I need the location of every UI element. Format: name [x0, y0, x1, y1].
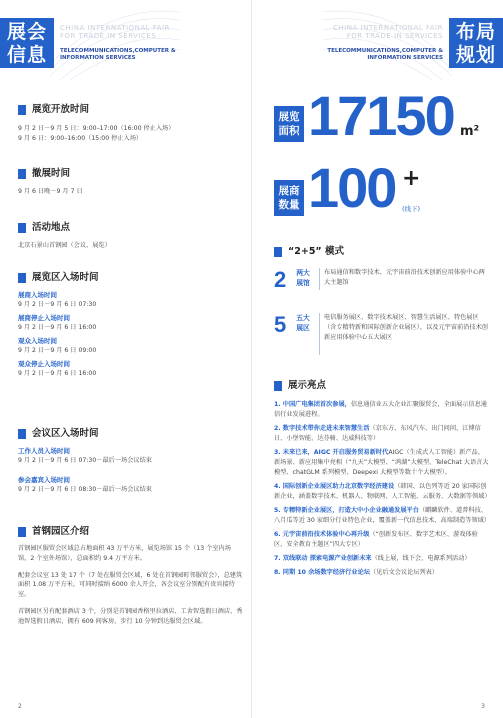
right-page — [252, 0, 503, 718]
entry-line: 9 月 2 日－9 月 6 日 16:00 — [18, 324, 97, 331]
heading-marker — [18, 223, 26, 233]
area-label-line: 面积 — [278, 125, 300, 137]
heading-marker — [274, 381, 282, 391]
highlight-item — [274, 400, 489, 420]
entry-line: 9 月 2 日－9 月 6 日 08:30－最后一场会议结束 — [18, 486, 152, 493]
mode-description: 布局通信和数字技术、元宇宙前沿技术创新应用体验中心两大主题馆 — [324, 269, 485, 286]
entry-label: 展商入场时间 — [18, 291, 57, 299]
mode-row-halls — [274, 268, 489, 302]
exhibitor-plus: + — [402, 166, 421, 191]
entry-line: 9 月 2 日－9 月 6 日 07:30 — [18, 301, 97, 308]
highlight-lead: 3. 未来已来，AIGC 开启服务贸易新时代 — [274, 449, 389, 456]
highlight-text: （麒麟软件、道普科技、八月瓜等近 30 家细分行业特色企业，覆盖新一代信息技术、高端制造等领域） — [274, 507, 490, 524]
mode-divider — [319, 313, 320, 355]
section-park-intro — [18, 526, 243, 627]
heading-marker — [18, 527, 26, 537]
section-heading — [274, 380, 489, 392]
header-watermark-text — [60, 24, 170, 40]
info-line: 9 月 6 日晚－9 月 7 日 — [18, 188, 83, 195]
highlight-lead: 4. 国际创新企业展区助力北京数字经济建设 — [274, 483, 395, 490]
highlights-list — [274, 400, 489, 578]
entry-line: 9 月 2 日－9 月 6 日 07:30－最后一场会议结束 — [18, 457, 152, 464]
subtitle-line: TELECOMMUNICATIONS,COMPUTER & — [327, 48, 443, 54]
highlight-item — [274, 530, 489, 550]
mode-description: 电信服务展区、数字技术展区、智慧生活展区、特色展区（含专精特新和国际创新企业展区），以及元宇宙前沿技术创新应用体验中心五大展区 — [324, 314, 488, 341]
area-stat — [274, 84, 489, 147]
entry-label: 展商停止入场时间 — [18, 314, 70, 322]
area-label — [274, 106, 304, 142]
page-number: 3 — [481, 703, 485, 710]
mode-divider — [319, 268, 320, 290]
exhibitor-label-line: 数量 — [278, 199, 300, 211]
header-subtitle — [60, 48, 176, 62]
highlight-text: （京东方、东风汽车、出门问问、江博信日、小堡智能、达芬骑、达威科技等） — [274, 425, 481, 442]
section-heading — [18, 428, 243, 440]
section-title-text: 展示亮点 — [288, 380, 327, 391]
exhibitor-label-line: 展商 — [278, 185, 300, 197]
area-unit: m² — [460, 124, 480, 139]
intro-paragraph: 首钢园区服贸会区域总占地面积 43 万平方米，展览场馆 15 个（13 个室内场馆，2 个室外场馆），总面积约 9.4 万平方米。 — [18, 545, 231, 562]
left-header — [0, 18, 251, 68]
watermark-line: FOR TRADE IN SERVICES — [346, 32, 443, 40]
highlight-lead: 7. 双线联动 探索电源产业创新未来 — [274, 555, 372, 562]
highlight-lead: 6. 元宇宙前沿技术体验中心再升级 — [274, 531, 370, 538]
mode-number: 2 — [274, 267, 287, 292]
mode-tag — [290, 313, 316, 333]
header-title-block — [0, 18, 54, 68]
highlight-text: （见后文会议论坛列表） — [369, 569, 439, 576]
heading-marker — [274, 247, 282, 257]
section-heading — [18, 168, 243, 180]
subtitle-line: TELECOMMUNICATIONS,COMPUTER & — [60, 48, 176, 54]
mode-tag-line: 五大 — [296, 314, 310, 322]
section-title-text: 首钢园区介绍 — [32, 526, 90, 537]
section-heading — [18, 104, 243, 116]
highlight-item — [274, 482, 489, 502]
section-title-text: 展览区入场时间 — [32, 272, 99, 283]
section-title-text: 展览开放时间 — [32, 104, 90, 115]
mode-tag — [290, 268, 316, 288]
header-title-line: 信息 — [6, 44, 47, 66]
section-venue — [18, 222, 243, 251]
section-heading — [18, 526, 243, 538]
watermark-line: CHINA INTERNATIONAL FAIR — [60, 24, 170, 32]
section-heading — [18, 222, 243, 234]
entry-label: 工作人员入场时间 — [18, 447, 70, 455]
highlight-text: （“创新发布区、数字艺术区、游戏体验区、安全教育主题区”四大专区） — [274, 531, 478, 548]
page-number: 2 — [18, 703, 22, 710]
section-title-text: 撤展时间 — [32, 168, 71, 179]
section-heading — [274, 246, 489, 258]
entry-line: 9 月 2 日－9 月 6 日 16:00 — [18, 370, 97, 377]
exhibitor-online-note: (线下) — [402, 205, 421, 213]
mode-tag-line: 两大 — [296, 269, 310, 277]
section-title-text: “2+5” 模式 — [288, 246, 344, 257]
highlight-text: 信息通信业五大企业汇聚服贸会，全面展示信息通信行业发展进程。 — [274, 401, 487, 418]
section-title-text: 活动地点 — [32, 222, 71, 233]
heading-marker — [18, 273, 26, 283]
highlight-item — [274, 506, 489, 526]
section-open-time — [18, 104, 243, 144]
area-label-line: 展览 — [278, 111, 300, 123]
mode-number: 5 — [274, 312, 287, 337]
highlight-item — [274, 554, 489, 564]
heading-marker — [18, 169, 26, 179]
right-header — [252, 18, 503, 68]
highlight-item — [274, 568, 489, 578]
entry-label: 观众停止入场时间 — [18, 360, 70, 368]
highlight-text: AIGC（生成式人工智能）新产品、新场景、新应用集中亮相（“九天”大模型、“鸿湖”大模型、TeleChat 大语言大模型、chatGLM 系列模型、Deepexi 大模型等数十个大模型）。 — [274, 449, 489, 476]
left-page — [0, 0, 251, 718]
section-title-text: 会议区入场时间 — [32, 428, 99, 439]
highlight-lead: 5. 专精特新企业展区，打造大中小企业融通发展平台 — [274, 507, 419, 514]
entry-label: 参会嘉宾入场时间 — [18, 476, 70, 484]
header-watermark-text — [333, 24, 443, 40]
highlight-item — [274, 448, 489, 478]
highlight-item — [274, 424, 489, 444]
exhibitor-label — [274, 180, 304, 216]
exhibitor-stat — [274, 156, 489, 220]
header-subtitle — [327, 48, 443, 62]
subtitle-line: INFORMATION SERVICES — [367, 55, 443, 61]
mode-row-zones — [274, 313, 489, 361]
entry-label: 观众入场时间 — [18, 337, 57, 345]
subtitle-line: INFORMATION SERVICES — [60, 55, 136, 61]
highlights-section — [274, 380, 489, 582]
section-meeting-times — [18, 428, 243, 495]
info-line: 9 月 2 日－9 月 5 日：9:00–17:00（16:00 停止入场） — [18, 125, 175, 132]
intro-paragraph: 配套会议室 13 处 17 个（7 处在服贸会区域，6 处在首钢园町邻服贸会），总建筑面积 1.08 万平方米，可同时接纳 6000 余人开会，各会议室分别配有贵宾接待室。 — [18, 571, 243, 599]
section-heading — [18, 272, 243, 284]
watermark-line: CHINA INTERNATIONAL FAIR — [333, 24, 443, 32]
exhibitor-value: 100 — [308, 156, 396, 219]
heading-marker — [18, 105, 26, 115]
highlight-text: （韩国、以色列等近 20 家国际创新企业，涵盖数字技术、机器人、物联网、人工智能、云服务、大数据等领域） — [274, 483, 491, 500]
highlight-text: （线上展，线下会，电源系列活动） — [371, 555, 471, 562]
section-teardown — [18, 168, 243, 197]
header-title-line: 规划 — [455, 44, 496, 66]
section-entry-times — [18, 272, 243, 379]
entry-line: 9 月 2 日－9 月 6 日 09:00 — [18, 347, 97, 354]
header-title-line: 布局 — [455, 21, 496, 43]
info-line: 9 月 6 日：9:00–16:00（15:00 停止入场） — [18, 135, 143, 142]
heading-marker — [18, 429, 26, 439]
highlight-lead: 8. 同期 10 余场数字经济行业论坛 — [274, 569, 370, 576]
mode-tag-line: 展区 — [296, 324, 310, 332]
intro-paragraph: 首钢园区另有配套酒店 3 个，分别是首钢园香格里拉酒店、工舍智选假日酒店、秀池智选假日酒店，拥有 609 间客房，步行 10 分钟到达服贸会区域。 — [18, 607, 243, 625]
watermark-line: FOR TRADE IN SERVICES — [60, 32, 157, 40]
area-value: 17150 — [308, 84, 454, 147]
highlight-lead: 1. 中国广电集团首次参展， — [274, 401, 351, 408]
highlight-lead: 2. 数字技术带你走进未来智慧生活 — [274, 425, 370, 432]
info-line: 北京石景山首钢园（会议、展览） — [18, 242, 111, 249]
mode-heading — [274, 246, 489, 258]
mode-tag-line: 展馆 — [296, 279, 310, 287]
header-title-line: 展会 — [6, 21, 47, 43]
header-title-block — [449, 18, 503, 68]
